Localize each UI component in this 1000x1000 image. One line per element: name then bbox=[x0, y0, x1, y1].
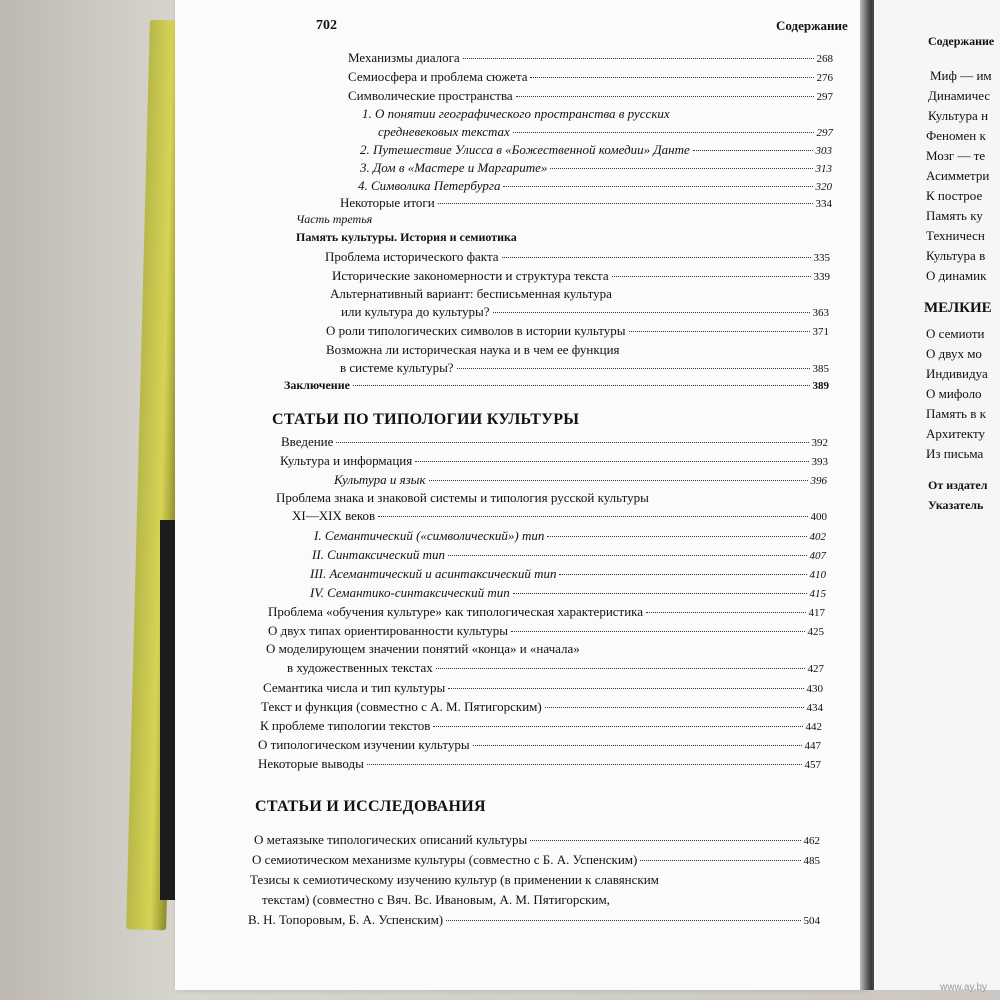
toc-entry: Текст и функция (совместно с А. М. Пятигорским) 434 bbox=[261, 699, 823, 714]
right-toc-line: О мифоло bbox=[926, 386, 982, 401]
right-toc-line: Техничесн bbox=[926, 228, 985, 243]
toc-entry: Возможна ли историческая наука и в чем ее функция bbox=[326, 342, 620, 357]
toc-entry: Механизмы диалога 268 bbox=[348, 50, 833, 65]
toc-entry: в системе культуры? 385 bbox=[340, 360, 829, 375]
toc-entry: Символические пространства 297 bbox=[348, 88, 833, 103]
right-toc-line: Феномен к bbox=[926, 128, 986, 143]
toc-entry: О роли типологических символов в истории культуры 371 bbox=[326, 323, 829, 338]
toc-entry: О метаязыке типологических описаний культуры 462 bbox=[254, 832, 820, 847]
toc-entry: IV. Семантико-синтаксический тип 415 bbox=[310, 585, 826, 600]
right-toc-line: Память ку bbox=[926, 208, 983, 223]
toc-entry: Семантика числа и тип культуры 430 bbox=[263, 680, 823, 695]
right-toc-line: Из письма bbox=[926, 446, 984, 461]
right-toc-line: О семиоти bbox=[926, 326, 985, 341]
right-toc-line: К построе bbox=[926, 188, 983, 203]
part-title: Память культуры. История и семиотика bbox=[296, 230, 517, 244]
toc-entry: Тезисы к семиотическому изучению культур (в применении к славянским bbox=[250, 872, 659, 887]
toc-entry: Введение 392 bbox=[281, 434, 828, 449]
toc-entry: Культура и язык 396 bbox=[334, 472, 827, 487]
section-heading: СТАТЬИ ПО ТИПОЛОГИИ КУЛЬТУРЫ bbox=[272, 411, 580, 428]
toc-entry: Проблема исторического факта 335 bbox=[325, 249, 830, 264]
right-toc-line: Культура в bbox=[926, 248, 986, 263]
toc-entry: или культура до культуры? 363 bbox=[341, 304, 829, 319]
toc-entry: 1. О понятии географического пространства в русских bbox=[362, 106, 670, 121]
part-label: Часть третья bbox=[296, 212, 373, 226]
toc-entry: в художественных текстах 427 bbox=[287, 660, 824, 675]
toc-entry: Исторические закономерности и структура текста 339 bbox=[332, 268, 830, 283]
right-toc-line: Динамичес bbox=[928, 88, 991, 103]
right-running-head: Содержание bbox=[928, 34, 995, 48]
toc-entry: О моделирующем значении понятий «конца» и «начала» bbox=[266, 641, 580, 656]
toc-entry: Семиосфера и проблема сюжета 276 bbox=[348, 69, 833, 84]
right-toc-line: Культура н bbox=[928, 108, 989, 123]
right-toc-line: Мозг — те bbox=[926, 148, 986, 163]
right-toc-line: Миф — им bbox=[930, 68, 992, 83]
right-toc-line: Указатель bbox=[928, 498, 984, 512]
right-toc-line: Память в к bbox=[926, 406, 986, 421]
toc-entry: Проблема «обучения культуре» как типологическая характеристика 417 bbox=[268, 604, 825, 619]
toc-entry: I. Семантический («символический») тип 402 bbox=[314, 528, 826, 543]
right-toc-line: О двух мо bbox=[926, 346, 982, 361]
toc-entry: II. Синтаксический тип 407 bbox=[312, 547, 826, 562]
toc-entry: 4. Символика Петербурга 320 bbox=[358, 178, 832, 193]
toc-entry: Заключение 389 bbox=[284, 378, 829, 392]
right-section-heading: МЕЛКИЕ bbox=[924, 300, 992, 316]
toc-entry: Проблема знака и знаковой системы и типология русской культуры bbox=[276, 490, 649, 505]
right-toc-line: Индивидуа bbox=[926, 366, 988, 381]
toc-entry: Культура и информация 393 bbox=[280, 453, 828, 468]
right-toc-line: Архитекту bbox=[926, 426, 985, 441]
toc-entry: О семиотическом механизме культуры (совместно с Б. А. Успенским) 485 bbox=[252, 852, 820, 867]
right-toc-line: О динамик bbox=[926, 268, 987, 283]
toc-entry: 2. Путешествие Улисса в «Божественной комедии» Данте 303 bbox=[360, 142, 832, 157]
toc-entry: Некоторые выводы 457 bbox=[258, 756, 821, 771]
toc-entry: III. Асемантический и асинтаксический тип 410 bbox=[310, 566, 826, 581]
running-head: Содержание bbox=[776, 18, 848, 33]
toc-entry: К проблеме типологии текстов 442 bbox=[260, 718, 822, 733]
toc-entry: О двух типах ориентированности культуры 425 bbox=[268, 623, 824, 638]
toc-entry: В. Н. Топоровым, Б. А. Успенским) 504 bbox=[248, 912, 820, 927]
toc-entry: Некоторые итоги 334 bbox=[340, 195, 832, 210]
toc-entry: 3. Дом в «Мастере и Маргарите» 313 bbox=[360, 160, 832, 175]
right-toc-line: От издател bbox=[928, 478, 988, 492]
toc-entry: Альтернативный вариант: бесписьменная культура bbox=[330, 286, 612, 301]
toc-entry: О типологическом изучении культуры 447 bbox=[258, 737, 821, 752]
page-number: 702 bbox=[316, 18, 337, 33]
toc-entry: текстам) (совместно с Вяч. Вс. Ивановым, А. М. Пятигорским, bbox=[262, 892, 610, 907]
toc-entry: XI—XIX веков 400 bbox=[292, 508, 827, 523]
toc-entry: средневековых текстах 297 bbox=[378, 124, 833, 139]
watermark: www.ay.by bbox=[940, 982, 988, 993]
right-toc-line: Асимметри bbox=[926, 168, 990, 183]
section-heading: СТАТЬИ И ИССЛЕДОВАНИЯ bbox=[255, 798, 486, 815]
